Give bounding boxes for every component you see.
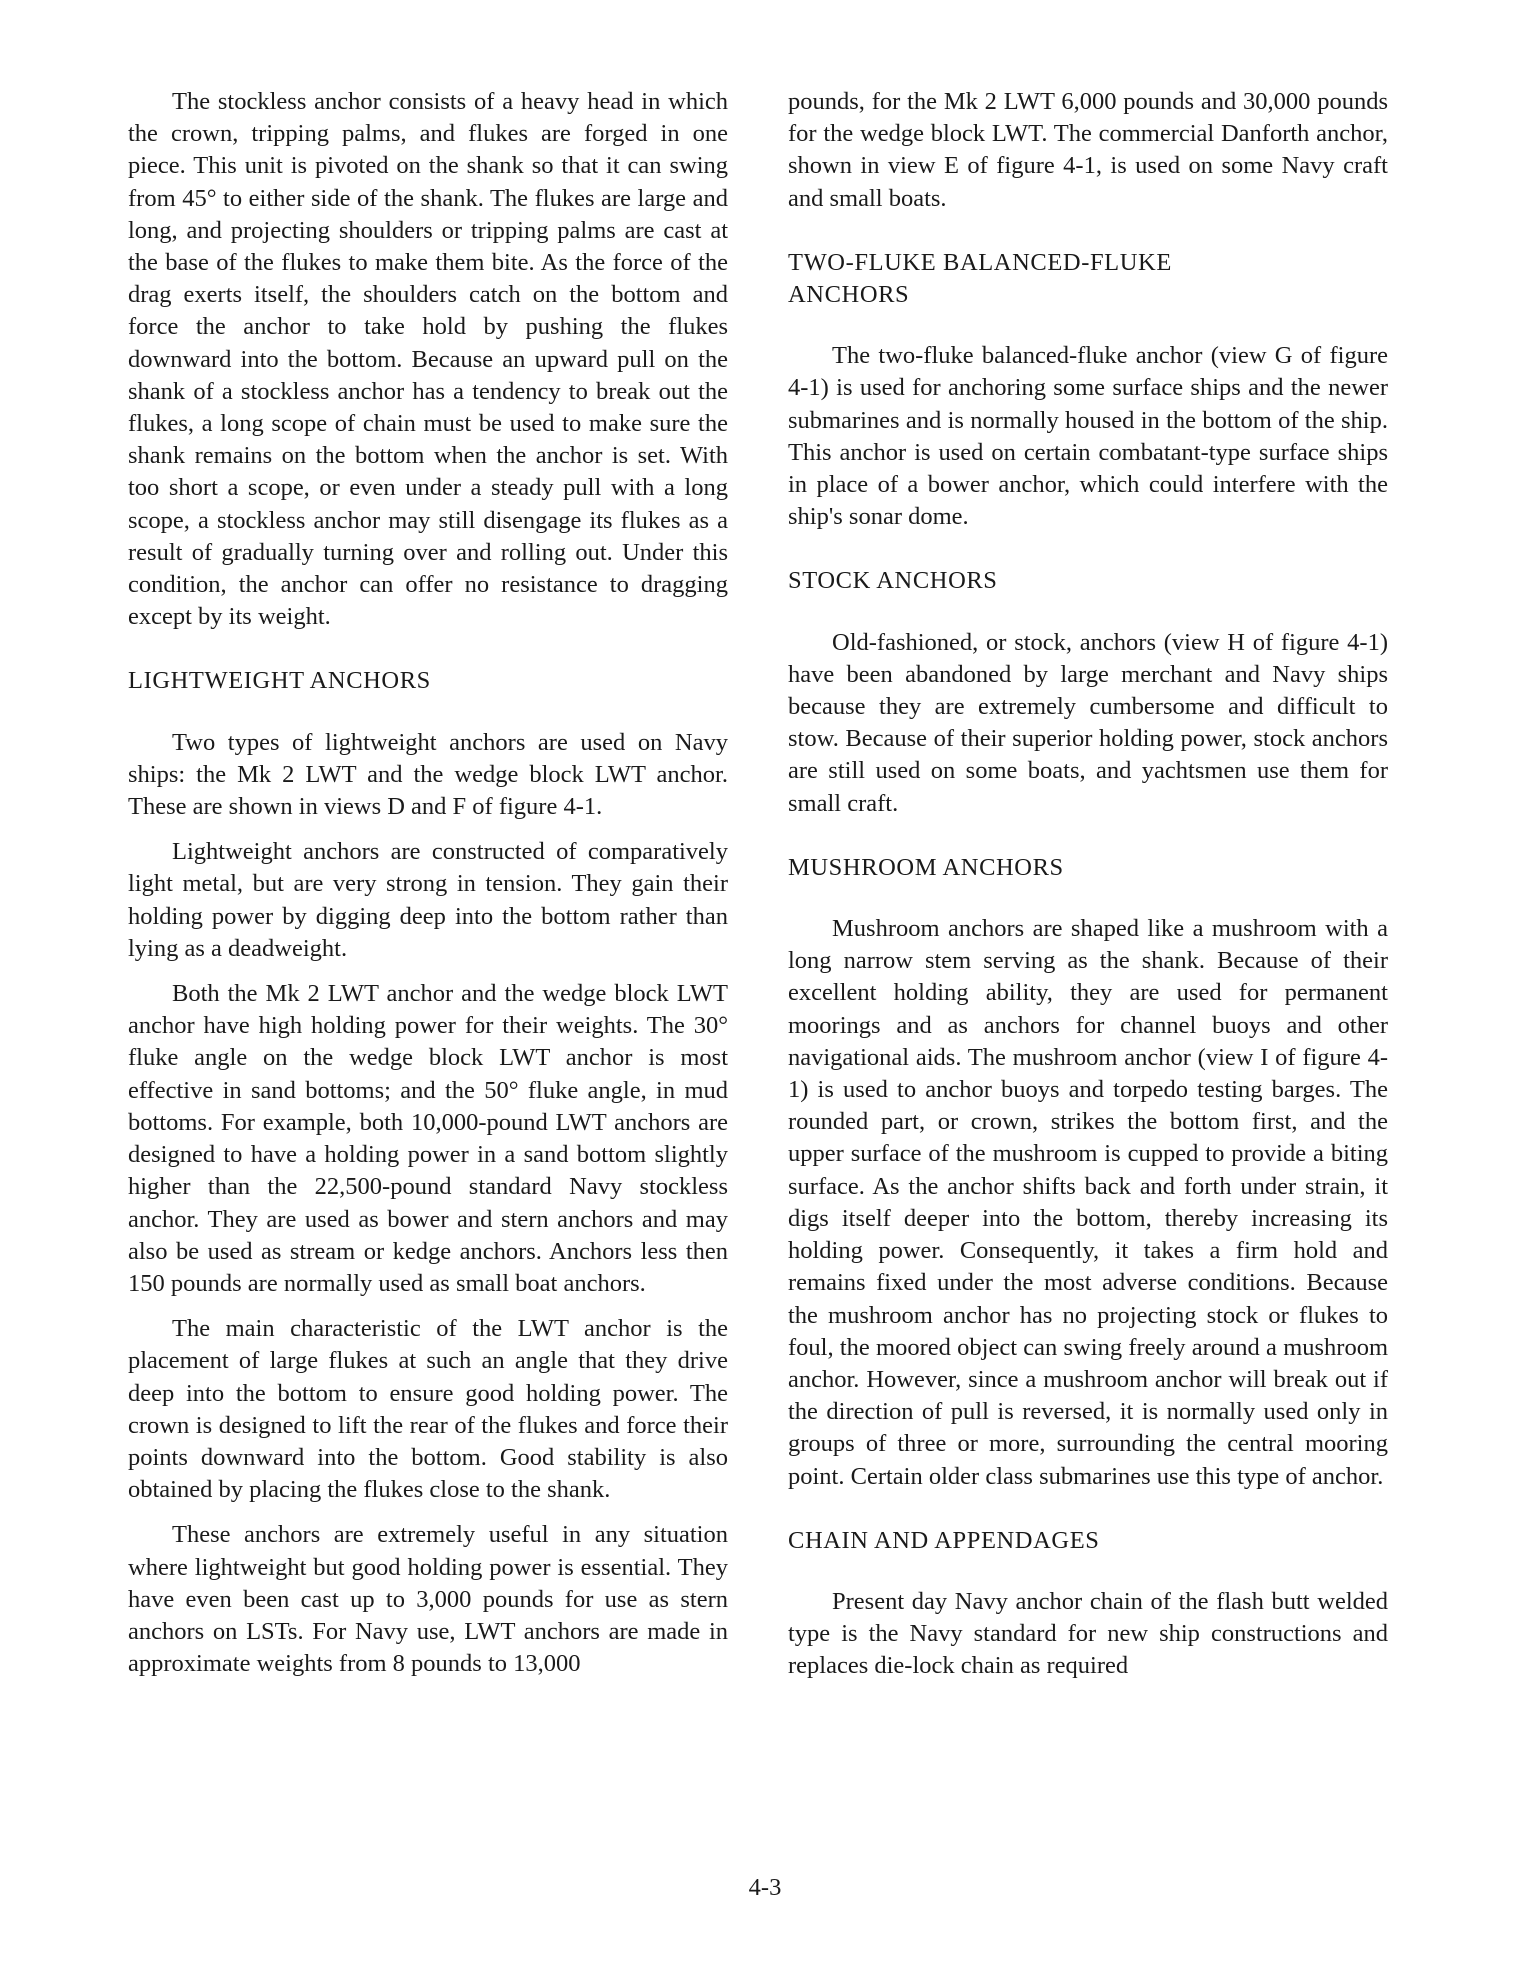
paragraph-chain: Present day Navy anchor chain of the flash butt welded type is the Navy standard for new ship constructions and replaces die-lock chain as required	[788, 1587, 1388, 1680]
heading-chain-appendages: CHAIN AND APPENDAGES	[788, 1526, 1100, 1554]
paragraph-stockless-anchor: The stockless anchor consists of a heavy head in which the crown, tripping palms, and flukes are forged in one piece. This unit is pivoted on the shank so that it can swing from 45° to either side of the shank. The flukes are large and long, and projecting shoulders or tripping palms are cast at the base of the flukes to make them bite. As the force of the drag exerts itself, the shoulders catch on the bottom and force the anchor to take hold by pushing the flukes downward into the bottom. Because an upward pull on the shank of a stockless anchor has a tendency to break out the flukes, a long scope of chain must be used to make sure the shank remains on the bottom when the anchor is set. With too short a scope, or even under a steady pull with a long scope, a stockless anchor may still disengage its flukes as a result of gradually turning over and rolling out. Under this condition, the anchor can offer no resistance to dragging except by its weight.	[128, 88, 728, 631]
paragraph-lwt-holding-power: Both the Mk 2 LWT anchor and the wedge block LWT anchor have high holding power for their weights. The 30° fluke angle on the wedge block LWT anchor is most effective in sand bottoms; and the 50° fluke angle, in mud bottoms. For example, both 10,000-pound LWT anchors are designed to have a holding power in a sand bottom slightly higher than the 22,500-pound standard Navy stockless anchor. They are used as bower and stern anchors and may also be used as stream or kedge anchors. Anchors less then 150 pounds are normally used as small boat anchors.	[128, 980, 728, 1297]
heading-stock-anchors: STOCK ANCHORS	[788, 567, 998, 595]
paragraph-lwt-characteristic: The main characteristic of the LWT anchor is the placement of large flukes at such an angle that they drive deep into the bottom to ensure good holding power. The crown is designed to lift the rear of the flukes and force their points downward into the bottom. Good stability is also obtained by placing the flukes close to the shank.	[128, 1315, 728, 1504]
paragraph-lightweight-types: Two types of lightweight anchors are used on Navy ships: the Mk 2 LWT and the wedge block LWT anchor. These are shown in views D and F of figure 4-1.	[128, 728, 728, 821]
left-column	[128, 86, 728, 1680]
heading-two-fluke-line1: TWO-FLUKE BALANCED-FLUKE	[788, 248, 1172, 276]
heading-two-fluke-line2: ANCHORS	[788, 281, 910, 309]
heading-mushroom-anchors: MUSHROOM ANCHORS	[788, 853, 1064, 881]
paragraph-stock-anchors: Old-fashioned, or stock, anchors (view H of figure 4-1) have been abandoned by large merchant and Navy ships because they are extremely cumbersome and difficult to stow. Because of their superior holding power, stock anchors are still used on some boats, and yachtsmen use them for small craft.	[788, 628, 1388, 817]
paragraph-lightweight-construction: Lightweight anchors are constructed of comparatively light metal, but are very strong in tension. They gain their holding power by digging deep into the bottom rather than lying as a deadweight.	[128, 838, 728, 962]
page-number: 4-3	[748, 1874, 782, 1901]
right-column	[788, 86, 1388, 1683]
paragraph-lwt-weights: pounds, for the Mk 2 LWT 6,000 pounds and 30,000 pounds for the wedge block LWT. The commercial Danforth anchor, shown in view E of figure 4-1, is used on some Navy craft and small boats.	[788, 88, 1388, 212]
paragraph-lwt-usage: These anchors are extremely useful in any situation where lightweight but good holding power is essential. They have even been cast up to 3,000 pounds for use as stern anchors on LSTs. For Navy use, LWT anchors are made in approximate weights from 8 pounds to 13,000	[128, 1521, 728, 1678]
paragraph-mushroom-anchors: Mushroom anchors are shaped like a mushroom with a long narrow stem serving as the shank. Because of their excellent holding ability, they are used for permanent moorings and as anchors for channel buoys and other navigational aids. The mushroom anchor (view I of figure 4-1) is used to anchor buoys and torpedo testing barges. The rounded part, or crown, strikes the bottom first, and the upper surface of the mushroom is cupped to provide a biting surface. As the anchor shifts back and forth under strain, it digs itself deeper into the bottom, thereby increasing its holding power. Consequently, it takes a firm hold and remains fixed under the most adverse conditions. Because the mushroom anchor has no projecting stock or flukes to foul, the moored object can swing freely around a mushroom anchor. However, since a mushroom anchor will break out if the direction of pull is reversed, it is normally used only in groups of three or more, surrounding the central mooring point. Certain older class submarines use this type of anchor.	[788, 915, 1388, 1490]
heading-two-fluke-anchors	[788, 247, 1388, 311]
paragraph-two-fluke: The two-fluke balanced-fluke anchor (view G of figure 4-1) is used for anchoring some surface ships and the newer submarines and is normally housed in the bottom of the ship. This anchor is used on certain combatant-type surface ships in place of a bower anchor, which could interfere with the ship's sonar dome.	[788, 342, 1388, 531]
heading-lightweight-anchors: LIGHTWEIGHT ANCHORS	[128, 667, 431, 695]
